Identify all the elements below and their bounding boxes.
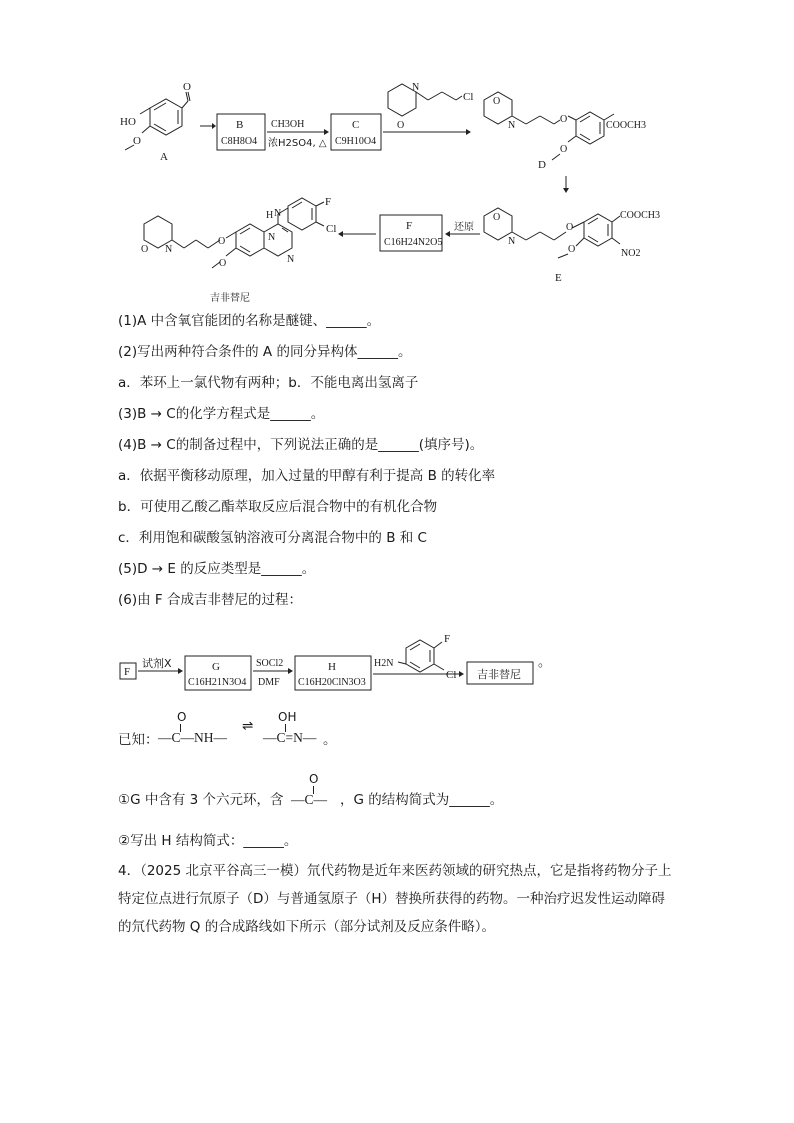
amine-Cl: Cl	[446, 669, 457, 681]
E-label: E	[555, 272, 562, 284]
H-label: H	[328, 661, 336, 673]
question-2: (2)写出两种符合条件的 A 的同分异构体______。	[118, 344, 412, 360]
A-label: A	[160, 151, 168, 163]
D-label: D	[538, 159, 546, 171]
E-ester-group: COOCH3	[620, 210, 661, 221]
q6-1-carbonyl-C: —C—	[291, 792, 328, 807]
q6-1-carbonyl-O: O	[309, 772, 319, 786]
svg-text:N: N	[412, 82, 420, 93]
svg-text:O: O	[568, 244, 576, 255]
scheme2-end: 。	[538, 655, 552, 670]
scheme2-product: 吉非替尼	[477, 668, 521, 681]
D-ester-group: COOCH3	[606, 120, 647, 131]
DMF: DMF	[258, 677, 280, 688]
svg-text:O: O	[560, 144, 568, 155]
svg-text:N: N	[508, 236, 516, 247]
known-reaction	[118, 708, 538, 752]
amine-F: F	[444, 633, 451, 645]
A-aldehyde-O: O	[183, 81, 191, 93]
svg-text:O: O	[141, 244, 149, 255]
question-4-option-c: c．利用饱和碳酸氢钠溶液可分离混合物中的 B 和 C	[118, 530, 427, 546]
svg-text:N: N	[508, 120, 516, 131]
svg-text:O: O	[560, 114, 568, 125]
morpholine-reagent-structure	[388, 84, 462, 116]
SOCl2: SOCl2	[256, 658, 284, 669]
known-prefix: 已知：	[118, 732, 159, 748]
svg-text:O: O	[566, 222, 574, 233]
question-4-option-a: a．依据平衡移动原理，加入过量的甲醇有利于提高 B 的转化率	[118, 468, 496, 484]
G-label: G	[212, 661, 220, 673]
svg-text:O: O	[218, 236, 226, 247]
synthesis-scheme-1	[0, 0, 794, 310]
known-end: 。	[323, 732, 337, 748]
svg-text:N: N	[165, 244, 173, 255]
C-label: C	[352, 119, 360, 131]
arrow-BC-reagent: CH3OH	[271, 119, 305, 130]
B-label: B	[236, 119, 244, 131]
question-6-1	[118, 772, 558, 816]
question-6: (6)由 F 合成吉非替尼的过程：	[118, 592, 302, 608]
question-4-intro: 4．（2025 北京平谷高三一模）氘代药物是近年来医药领域的研究热点，它是指将药物分子上特定位点进行氘原子（D）与普通氢原子（H）替换所获得的药物。一种治疗迟发性运动障碍的氘代药物 Q 的合成路线如下所示（部分试剂及反应条件略）。	[118, 863, 672, 935]
known-right-group: —C=N—	[263, 730, 317, 745]
product-Cl: Cl	[326, 223, 337, 235]
reagent-Cl: Cl	[463, 91, 474, 103]
known-equilibrium-arrow: ⇌	[242, 718, 254, 734]
q6-1-text-b: ，G 的结构简式为______。	[340, 792, 504, 808]
compound-E-structure	[484, 208, 620, 258]
F-label: F	[406, 220, 413, 232]
C-formula: C9H10O4	[335, 136, 377, 147]
svg-text:H: H	[266, 210, 274, 221]
known-left-group: —C—NH—	[158, 730, 228, 745]
scheme2-F: F	[124, 666, 131, 678]
question-6-2: ②写出 H 结构简式：______。	[118, 833, 298, 849]
svg-text:N: N	[287, 254, 295, 265]
synthesis-scheme-2	[0, 618, 794, 698]
arrow-BC-condition: 浓H2SO4, △	[268, 138, 327, 149]
reagent-X: 试剂X	[142, 657, 172, 670]
q6-1-text-a: ①G 中含有 3 个六元环，含	[118, 792, 284, 808]
A-methoxy-O: O	[133, 135, 141, 147]
B-formula: C8H8O4	[221, 136, 258, 147]
A-hydroxy-label: HO	[120, 116, 136, 128]
svg-text:O: O	[397, 120, 405, 131]
svg-text:N: N	[274, 208, 282, 219]
arrow-EF-condition: 还原	[454, 222, 474, 233]
known-left-O: O	[177, 710, 187, 724]
compound-D-structure	[484, 92, 614, 160]
question-5: (5)D → E 的反应类型是______。	[118, 561, 316, 577]
question-2-conditions: a．苯环上一氯代物有两种；b．不能电离出氢离子	[118, 375, 419, 391]
gefitinib-structure	[144, 198, 324, 268]
F-formula: C16H24N2O5	[384, 237, 443, 248]
question-1: (1)A 中含氧官能团的名称是醚键、______。	[118, 313, 381, 329]
known-right-OH: OH	[278, 710, 297, 724]
svg-text:O: O	[219, 258, 227, 269]
question-3: (3)B → C的化学方程式是______。	[118, 406, 325, 422]
product-name: 吉非替尼	[210, 293, 250, 304]
product-F: F	[325, 196, 332, 208]
fluoro-chloro-aniline-structure	[398, 640, 444, 672]
question-4-option-b: b．可使用乙酸乙酯萃取反应后混合物中的有机化合物	[118, 499, 438, 515]
svg-text:O: O	[493, 96, 501, 107]
question-4: (4)B → C的制备过程中，下列说法正确的是______(填序号)。	[118, 437, 484, 453]
svg-text:N: N	[268, 232, 276, 243]
svg-text:O: O	[493, 212, 501, 223]
G-formula: C16H21N3O4	[188, 677, 247, 688]
E-nitro-group: NO2	[621, 248, 641, 259]
amine-H2N: H2N	[374, 658, 394, 669]
H-formula: C16H20ClN3O3	[298, 677, 366, 688]
